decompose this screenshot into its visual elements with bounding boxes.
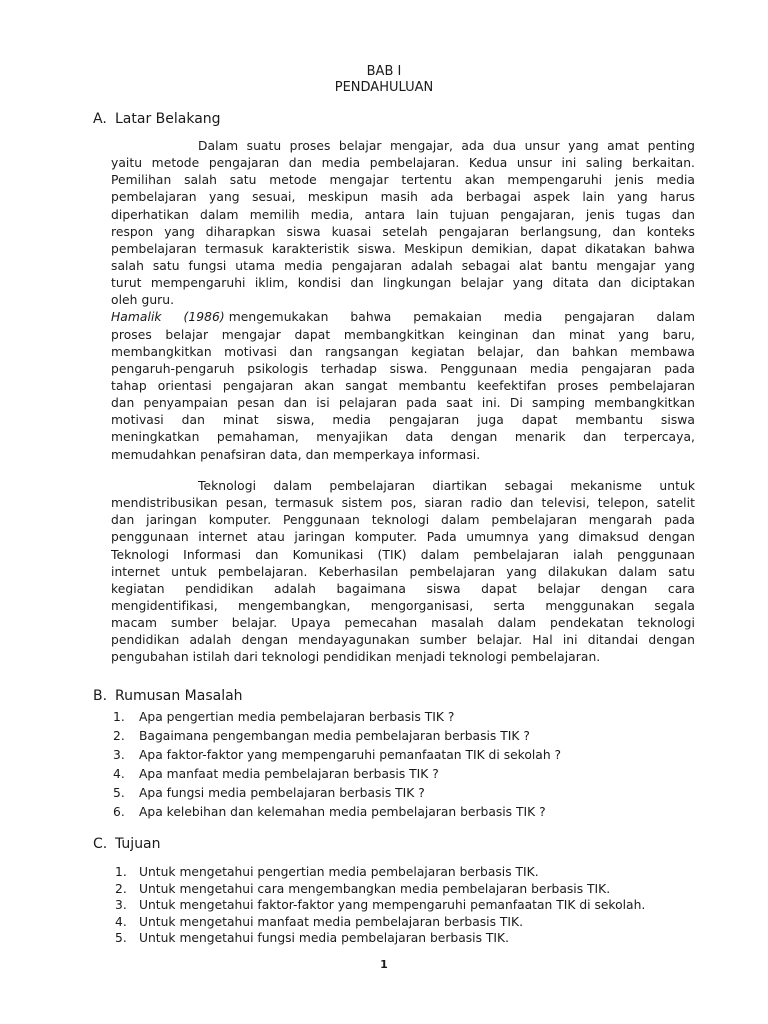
paragraph-line: dan jaringan komputer. Penggunaan teknologi dalam pembelajaran mengarah pada: [111, 513, 695, 528]
paragraph-line: [111, 309, 695, 326]
paragraph-line: oleh guru.: [111, 293, 175, 308]
paragraph-line: Teknologi Informasi dan Komunikasi (TIK) dalam pembelajaran ialah penggunaan: [111, 547, 695, 562]
paragraph-line: respon yang diharapkan siswa kuasai setelah pengajaran berlangsung, dan konteks: [111, 224, 695, 239]
list-item-text: Apa manfaat media pembelajaran berbasis TIK ?: [139, 767, 439, 781]
section-b-title: Rumusan Masalah: [115, 688, 243, 704]
paragraph-line-text: mengemukakan bahwa pemakaian media pengajaran dalam: [228, 310, 695, 325]
paragraph-line: Pemilihan salah satu metode mengajar tertentu akan mempengaruhi jenis media: [111, 173, 695, 188]
list-item-text: Apa faktor-faktor yang mempengaruhi pemanfaatan TIK di sekolah ?: [139, 748, 562, 762]
paragraph-line: mendistribusikan pesan, termasuk sistem pos, siaran radio dan televisi, telepon, satelit: [111, 496, 695, 511]
paragraph-line: Dalam suatu proses belajar mengajar, ada dua unsur yang amat penting: [198, 139, 695, 153]
list-item-text: Apa kelebihan dan kelemahan media pembelajaran berbasis TIK ?: [139, 805, 546, 819]
list-item-number: 3.: [113, 748, 125, 762]
paragraph-line: internet untuk pembelajaran. Keberhasilan pembelajaran yang dilakukan dalam satu: [111, 564, 695, 579]
list-item-text: Apa fungsi media pembelajaran berbasis TIK ?: [139, 786, 425, 800]
paragraph-line: penggunaan internet atau jaringan komputer. Pada umumnya yang dimaksud dengan: [111, 530, 695, 545]
section-a-heading: [93, 110, 221, 128]
section-b-heading: [93, 687, 243, 705]
list-item-number: 2.: [113, 729, 125, 743]
list-item-number: 3.: [115, 898, 127, 912]
paragraph-line: Teknologi dalam pembelajaran diartikan sebagai mekanisme untuk: [198, 479, 695, 493]
list-item-number: 4.: [113, 767, 125, 781]
section-c-title: Tujuan: [115, 836, 161, 852]
section-c-label: C.: [93, 836, 108, 852]
list-item-text: Untuk mengetahui fungsi media pembelajaran berbasis TIK.: [139, 931, 510, 945]
paragraph-latar-belakang-1: [111, 138, 695, 464]
paragraph-line: pembelajaran termasuk karakteristik siswa. Meskipun demikian, dapat dikatakan bahwa: [111, 241, 695, 256]
paragraph-line: pengubahan istilah dari teknologi pendidikan menjadi teknologi pembelajaran.: [111, 650, 601, 665]
paragraph-line: memudahkan penafsiran data, dan memperkaya informasi.: [111, 447, 481, 462]
paragraph-line: yaitu metode pengajaran dan media pembelajaran. Kedua unsur ini saling berkaitan.: [111, 156, 695, 171]
list-item-text: Untuk mengetahui manfaat media pembelajaran berbasis TIK.: [139, 914, 524, 929]
list-item-number: 5.: [113, 786, 125, 800]
paragraph-line: meningkatkan pemahaman, menyajikan data dengan menarik dan terpercaya,: [111, 430, 695, 445]
paragraph-line: proses belajar mengajar dapat membangkitkan keinginan dan minat yang baru,: [111, 327, 695, 342]
paragraph-line: dan penyampaian pesan dan isi pelajaran pada saat ini. Di samping membangkitkan: [111, 396, 695, 411]
list-item-text: Apa pengertian media pembelajaran berbasis TIK ?: [139, 710, 455, 724]
paragraph-line: mengidentifikasi, mengembangkan, mengorganisasi, serta menggunakan segala: [111, 598, 695, 613]
section-a-label: A.: [93, 111, 107, 127]
page-number: 1: [380, 958, 388, 971]
paragraph-line: turut mempengaruhi iklim, kondisi dan lingkungan belajar yang ditata dan diciptakan: [111, 276, 695, 291]
chapter-title: PENDAHULUAN: [334, 80, 434, 95]
list-item-text: Bagaimana pengembangan media pembelajaran berbasis TIK ?: [139, 729, 530, 743]
section-a-title: Latar Belakang: [115, 111, 221, 127]
chapter-label: BAB I: [366, 64, 402, 79]
list-item-number: 4.: [115, 914, 127, 929]
paragraph-line: pendidikan adalah dengan mendayagunakan sumber belajar. Hal ini ditandai dengan: [111, 633, 695, 648]
paragraph-line: tahap orientasi pengajaran akan sangat membantu keefektifan proses pembelajaran: [111, 378, 695, 393]
paragraph-line: pengaruh-pengaruh psikologis terhadap siswa. Penggunaan media pengajaran pada: [111, 361, 695, 376]
paragraph-line: diperhatikan dalam memilih media, antara lain tujuan pengajaran, jenis tugas dan: [111, 207, 695, 222]
paragraph-line: macam sumber belajar. Upaya pemecahan masalah dalam pendekatan teknologi: [111, 616, 695, 631]
paragraph-latar-belakang-2: [111, 478, 695, 667]
paragraph-line: membangkitkan motivasi dan rangsangan kegiatan belajar, dan bahkan membawa: [111, 344, 695, 359]
paragraph-line: motivasi dan minat siswa, media pengajaran juga dapat membantu siswa: [111, 413, 695, 428]
section-c-heading: [93, 835, 161, 853]
list-item-number: 5.: [115, 931, 127, 945]
paragraph-line: pembelajaran yang sesuai, meskipun masih ada berbagai aspek lain yang harus: [111, 190, 695, 205]
list-item-text: Untuk mengetahui cara mengembangkan media pembelajaran berbasis TIK.: [139, 881, 611, 896]
list-item-text: Untuk mengetahui pengertian media pembelajaran berbasis TIK.: [139, 865, 539, 879]
list-item-number: 1.: [115, 865, 127, 879]
list-item-number: 6.: [113, 805, 125, 819]
list-item-text: Untuk mengetahui faktor-faktor yang mempengaruhi pemanfaatan TIK di sekolah.: [139, 898, 646, 912]
paragraph-line: kegiatan pendidikan adalah bagaimana siswa dapat belajar dengan cara: [111, 581, 695, 596]
section-b-label: B.: [93, 688, 108, 704]
citation: Hamalik (1986): [111, 310, 225, 325]
list-item-number: 1.: [113, 710, 125, 724]
list-item-number: 2.: [115, 881, 127, 896]
paragraph-line: salah satu fungsi utama media pengajaran adalah sebagai alat bantu mengajar yang: [111, 258, 695, 273]
